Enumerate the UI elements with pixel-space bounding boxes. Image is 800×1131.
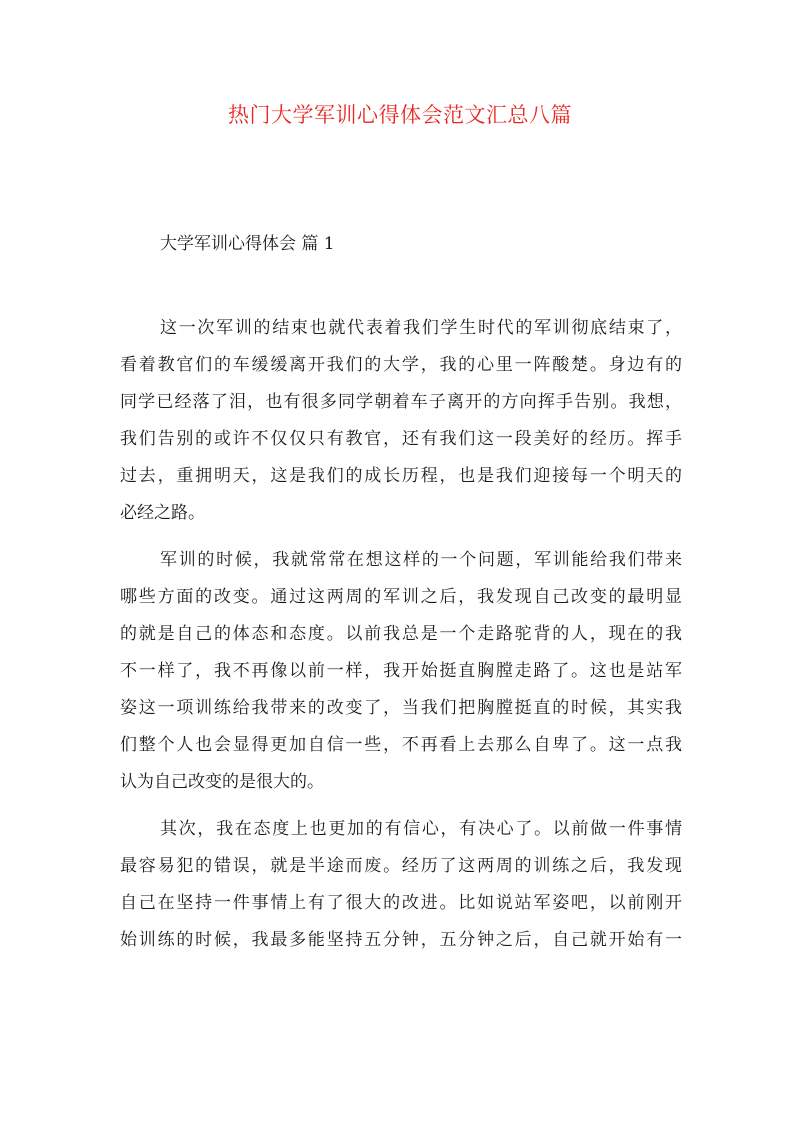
body-text xyxy=(120,310,682,959)
document-title: 热门大学军训心得体会范文汇总八篇 xyxy=(228,103,572,127)
text-line: 始训练的时候，我最多能坚持五分钟，五分钟之后，自己就开始有一 xyxy=(120,930,682,950)
paragraph xyxy=(120,811,682,959)
text-line: 认为自己改变的是很大的。 xyxy=(120,772,324,792)
paragraph-gap xyxy=(120,801,682,811)
text-line: 看着教官们的车缓缓离开我们的大学，我的心里一阵酸楚。身边有的 xyxy=(120,355,682,375)
text-line: 其次，我在态度上也更加的有信心，有决心了。以前做一件事情 xyxy=(160,819,682,839)
text-line: 军训的时候，我就常常在想这样的一个问题，军训能给我们带来 xyxy=(160,550,682,570)
text-line: 这一次军训的结束也就代表着我们学生时代的军训彻底结束了， xyxy=(160,318,682,338)
text-line: 必经之路。 xyxy=(120,503,205,523)
text-line: 同学已经落了泪，也有很多同学朝着车子离开的方向挥手告别。我想， xyxy=(120,392,682,412)
section-heading: 大学军训心得体会 篇 1 xyxy=(160,234,335,254)
text-line: 最容易犯的错误，就是半途而废。经历了这两周的训练之后，我发现 xyxy=(120,856,682,876)
text-line: 哪些方面的改变。通过这两周的军训之后，我发现自己改变的最明显 xyxy=(120,587,682,607)
paragraph xyxy=(120,542,682,801)
paragraph-gap xyxy=(120,532,682,542)
text-line: 不一样了，我不再像以前一样，我开始挺直胸膛走路了。这也是站军 xyxy=(120,661,682,681)
text-line: 姿这一项训练给我带来的改变了，当我们把胸膛挺直的时候，其实我 xyxy=(120,698,682,718)
text-line: 的就是自己的体态和态度。以前我总是一个走路驼背的人，现在的我 xyxy=(120,624,682,644)
text-line: 们整个人也会显得更加自信一些，不再看上去那么自卑了。这一点我 xyxy=(120,735,682,755)
paragraph xyxy=(120,310,682,532)
text-line: 自己在坚持一件事情上有了很大的改进。比如说站军姿吧，以前刚开 xyxy=(120,893,682,913)
text-line: 过去，重拥明天，这是我们的成长历程，也是我们迎接每一个明天的 xyxy=(120,466,682,486)
text-line: 我们告别的或许不仅仅只有教官，还有我们这一段美好的经历。挥手 xyxy=(120,429,682,449)
